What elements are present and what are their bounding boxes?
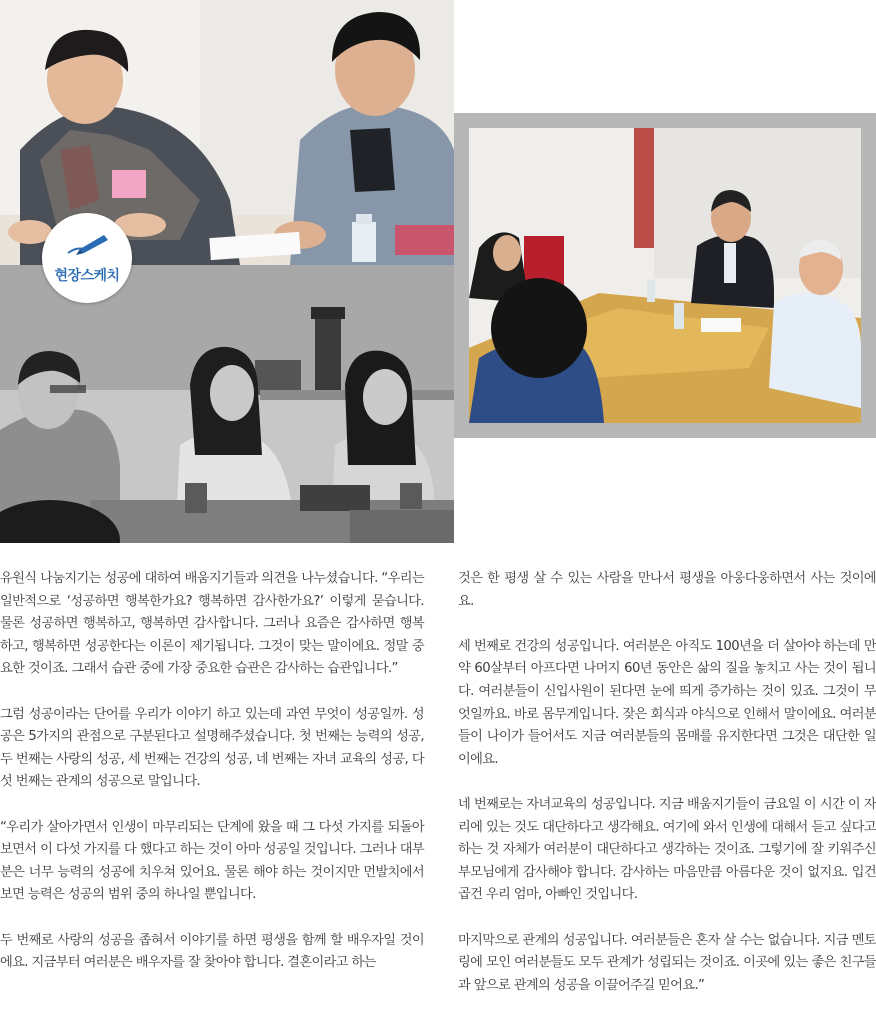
paragraph: 것은 한 평생 살 수 있는 사람을 만나서 평생을 아웅다웅하면서 사는 것이에요.	[458, 571, 876, 609]
paragraph: 세 번째로 건강의 성공입니다. 여러분은 아직도 100년을 더 살아야 하는데 만약 60살부터 아프다면 나머지 60년 동안은 삶의 질을 놓치고 사는 것이 됩니다. 여러분들이 신입사원이 된다면 눈에 띄게 증가하는 것이 있죠. 그것이 무엇일까요. 바로 몸무게입니다. 잦은 회식과 야식으로 인해서 말이에요. 여러분들이 나이가 들어서도 지금 여러분들의 몸매를 유지한다면 그것은 대단한 일이에요.	[458, 638, 876, 767]
paragraph: 네 번째로는 자녀교육의 성공입니다. 지금 배움지기들이 금요일 이 시간 이 자리에 있는 것도 대단하다고 생각해요. 여기에 와서 인생에 대해서 듣고 싶다고 하는 것 자체가 여러분이 대단하다고 생각하는 것이죠. 그렇기에 잘 키워주신 부모님에게 감사해야 합니다. 감사하는 마음만큼 아름다운 것이 없지요. 입건 곱건 우리 엄마, 아빠인 것입니다.	[458, 796, 876, 903]
speaker-at-meeting-table-photo	[469, 128, 861, 423]
paragraph: 그럼 성공이라는 단어를 우리가 이야기 하고 있는데 과연 무엇이 성공일까. 성공은 5가지의 관점으로 구분된다고 설명해주셨습니다. 첫 번째는 능력의 성공, 두 번째는 사랑의 성공, 세 번째는 건강의 성공, 네 번째는 자녀 교육의 성공, 다섯 번째는 관계의 성공으로 말입니다.	[0, 706, 424, 790]
field-sketch-badge	[42, 213, 132, 303]
article-left-column	[0, 568, 424, 997]
students-listening-bw-photo	[0, 265, 454, 543]
pen-icon	[62, 229, 112, 259]
paragraph: “우리가 살아가면서 인생이 마무리되는 단계에 왔을 때 그 다섯 가지를 되돌아보면서 이 다섯 가지를 다 했다고 하는 것이 아마 성공일 것입니다. 그러나 대부분은 너무 능력의 성공에 치우쳐 있어요. 물론 해야 하는 것이지만 먼발치에서 보면 능력은 성공의 범위 중의 하나일 뿐입니다.	[0, 819, 424, 903]
badge-label: 현장스케치	[54, 268, 120, 284]
paragraph: 마지막으로 관계의 성공입니다. 여러분들은 혼자 살 수는 없습니다. 지금 멘토링에 모인 여러분들도 모두 관계가 성립되는 것이죠. 이곳에 있는 좋은 친구들과 앞으로 관계의 성공을 이끌어주길 믿어요.”	[458, 932, 876, 993]
paragraph: 두 번째로 사랑의 성공을 좁혀서 이야기를 하면 평생을 함께 할 배우자일 것이에요. 지금부터 여러분은 배우자를 잘 찾아야 합니다. 결혼이라고 하는	[0, 932, 424, 971]
paragraph: 유원식 나눔지기는 성공에 대하여 배움지기들과 의견을 나누셨습니다. “우리는 일반적으로 ‘성공하면 행복한가요? 행복하면 감사한가요?’ 이렇게 묻습니다. 물론 성공하면 행복하고, 행복하면 감사합니다. 그러나 요즘은 감사하면 행복하고, 행복하면 성공한다는 이론이 제기됩니다. 그것이 맞는 말이에요. 정말 중요한 것이죠. 그래서 습관 중에 가장 중요한 습관은 감사하는 습관입니다.”	[0, 571, 424, 677]
article-right-column	[458, 568, 876, 1020]
